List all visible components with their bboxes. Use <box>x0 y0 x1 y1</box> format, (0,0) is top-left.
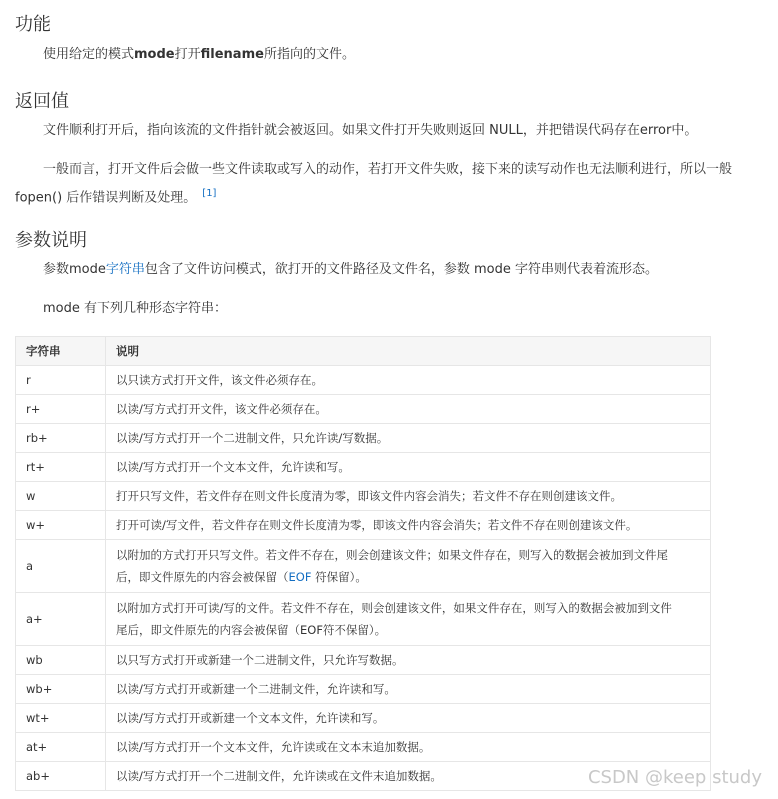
function-text-3: 所指向的文件。 <box>263 47 355 62</box>
description-line-1: 以附加的方式打开只写文件。若文件不存在，则会创建该文件；如果文件存在，则写入的数据会被加到文件尾 <box>116 548 668 562</box>
description-cell: 打开只写文件，若文件存在则文件长度清为零，即该文件内容会消失；若文件不存在则创建该文件。 <box>106 482 711 511</box>
table-row <box>16 453 711 482</box>
description-cell: 以读/写方式打开或新建一个文本文件，允许读和写。 <box>106 704 711 733</box>
table-row <box>16 511 711 540</box>
eof-link[interactable]: EOF <box>288 570 312 584</box>
function-text-1: 使用给定的模式 <box>43 47 135 62</box>
parameters-text-1: 参数mode <box>43 262 106 277</box>
table-header-description: 说明 <box>106 337 711 366</box>
description-cell: 以读/写方式打开文件，该文件必须存在。 <box>106 395 711 424</box>
table-row <box>16 733 711 762</box>
mode-cell: r+ <box>16 395 106 424</box>
function-description <box>15 42 778 68</box>
mode-cell: a <box>16 540 106 593</box>
mode-keyword: mode <box>134 47 175 62</box>
section-title-parameters: 参数说明 <box>15 230 87 251</box>
table-row <box>16 395 711 424</box>
filename-keyword: filename <box>200 47 264 62</box>
table-row <box>16 704 711 733</box>
section-title-return-value: 返回值 <box>15 91 69 112</box>
parameters-paragraph-1 <box>15 257 778 283</box>
mode-cell: w <box>16 482 106 511</box>
string-link[interactable]: 字符串 <box>105 262 145 277</box>
csdn-watermark: CSDN @keep study <box>587 767 762 788</box>
parameters-text-2: 包含了文件访问模式，欲打开的文件路径及文件名，参数 mode 字符串则代表着流形态。 <box>144 262 659 277</box>
description-cell: 以只读方式打开文件，该文件必须存在。 <box>106 366 711 395</box>
description-cell: 以读/写方式打开一个二进制文件，只允许读/写数据。 <box>106 424 711 453</box>
return-value-paragraph-2-line-1: 一般而言，打开文件后会做一些文件读取或写入的动作，若打开文件失败，接下来的读写动作也无法顺利进行，所以一般 <box>43 162 733 177</box>
description-cell: 以读/写方式打开一个文本文件，允许读和写。 <box>106 453 711 482</box>
table-header-string: 字符串 <box>16 337 106 366</box>
mode-cell: wb+ <box>16 675 106 704</box>
description-line-1: 以附加方式打开可读/写的文件。若文件不存在，则会创建该文件，如果文件存在，则写入的数据会被加到文件 <box>116 601 672 615</box>
return-value-paragraph-2-line-2 <box>15 181 778 211</box>
description-cell: 打开可读/写文件，若文件存在则文件长度清为零，即该文件内容会消失；若文件不存在则创建该文件。 <box>106 511 711 540</box>
mode-cell: a+ <box>16 593 106 646</box>
mode-table <box>15 336 711 791</box>
table-row <box>16 366 711 395</box>
table-row <box>16 593 711 646</box>
function-text-2: 打开 <box>174 47 201 62</box>
description-line-2: 尾后，即文件原先的内容会被保留（EOF符不保留）。 <box>116 623 387 637</box>
mode-cell: at+ <box>16 733 106 762</box>
description-cell: 以读/写方式打开一个文本文件，允许读或在文本末追加数据。 <box>106 733 711 762</box>
table-row <box>16 675 711 704</box>
table-row <box>16 482 711 511</box>
table-row <box>16 646 711 675</box>
description-cell: 以读/写方式打开或新建一个二进制文件，允许读和写。 <box>106 675 711 704</box>
table-row <box>16 424 711 453</box>
return-value-text: fopen() 后作错误判断及处理。 <box>15 190 197 206</box>
description-cell: 以只写方式打开或新建一个二进制文件，只允许写数据。 <box>106 646 711 675</box>
mode-cell: wt+ <box>16 704 106 733</box>
mode-cell: ab+ <box>16 762 106 791</box>
description-cell <box>106 593 711 646</box>
return-value-paragraph-1: 文件顺利打开后，指向该流的文件指针就会被返回。如果文件打开失败则返回 NULL，并把错误代码存在error中。 <box>43 123 698 138</box>
mode-cell: rt+ <box>16 453 106 482</box>
table-header-row <box>16 337 711 366</box>
mode-cell: r <box>16 366 106 395</box>
mode-cell: wb <box>16 646 106 675</box>
mode-cell: rb+ <box>16 424 106 453</box>
description-cell: 以读/写方式打开一个二进制文件，允许读或在文件末追加数据。 <box>106 762 711 791</box>
description-cell <box>106 540 711 593</box>
mode-cell: w+ <box>16 511 106 540</box>
parameters-paragraph-2: mode 有下列几种形态字符串： <box>43 301 227 316</box>
table-row <box>16 540 711 593</box>
description-line-2-text: 后，即文件原先的内容会被保留（ <box>116 570 289 584</box>
reference-link[interactable]: [1] <box>202 188 217 199</box>
section-title-function: 功能 <box>15 14 51 35</box>
description-line-2-end: 符保留）。 <box>311 570 367 584</box>
